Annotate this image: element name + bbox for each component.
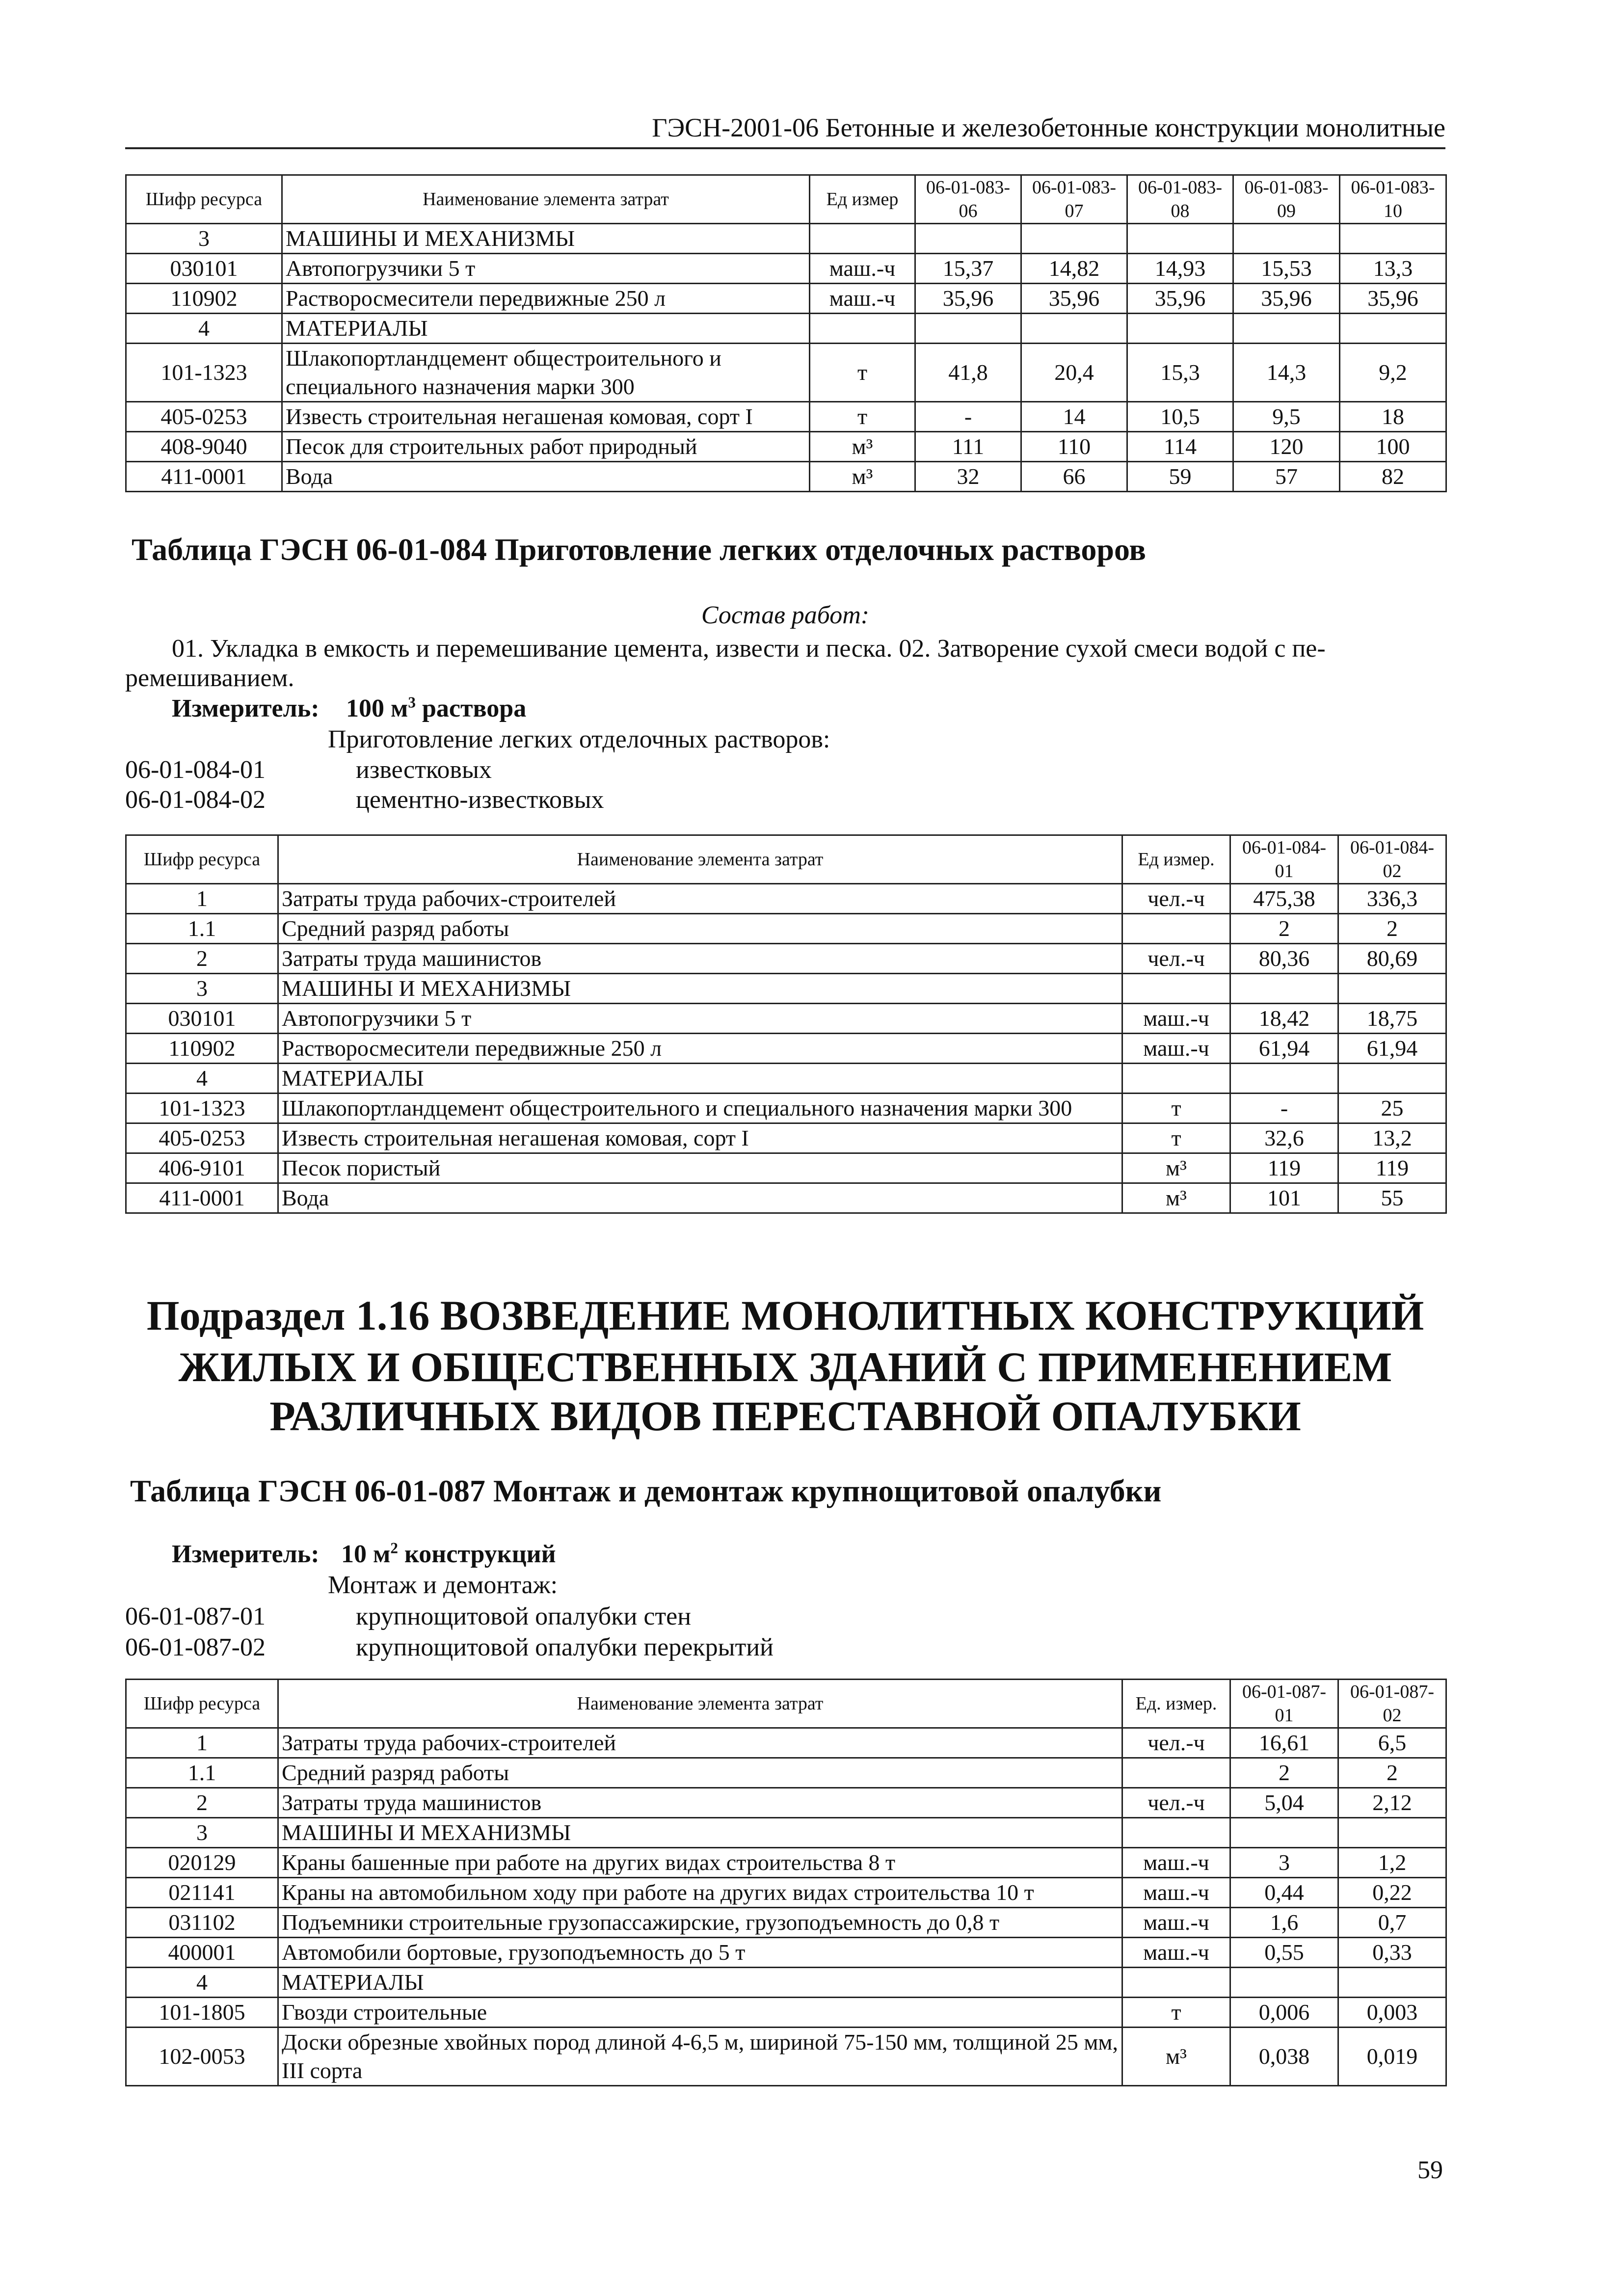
unit: м³: [1122, 1153, 1230, 1183]
meter-label: Измеритель:: [172, 694, 320, 722]
norm-value: 475,38: [1230, 884, 1338, 914]
unit: т: [1122, 1094, 1230, 1123]
table-row: [126, 1153, 1446, 1183]
subsection-title-line-2: ЖИЛЫХ И ОБЩЕСТВЕННЫХ ЗДАНИЙ С ПРИМЕНЕНИЕМ: [178, 1343, 1392, 1390]
unit: [1122, 1818, 1230, 1848]
cost-element-name: Автопогрузчики 5 т: [278, 1004, 1122, 1034]
table-row: [126, 254, 1446, 284]
resource-code: 030101: [126, 1004, 278, 1034]
norm-value: 82: [1340, 462, 1446, 492]
cost-element-name: Краны башенные при работе на других видах строительства 8 т: [278, 1848, 1122, 1878]
norm-value: [915, 314, 1021, 344]
norm-value: 2: [1338, 914, 1446, 944]
column-header: 06-01-083-08: [1127, 175, 1233, 224]
cost-element-name: МАШИНЫ И МЕХАНИЗМЫ: [278, 974, 1122, 1004]
column-header: Ед измер.: [1122, 835, 1230, 884]
cost-element-name: МАТЕРИАЛЫ: [278, 1968, 1122, 1998]
norm-value: 15,37: [915, 254, 1021, 284]
norm-value: 3: [1230, 1848, 1338, 1878]
unit: м³: [810, 432, 915, 462]
running-header: ГЭСН-2001-06 Бетонные и железобетонные конструкции монолитные: [125, 113, 1445, 149]
norm-value: 80,36: [1230, 944, 1338, 974]
cost-element-name: Песок пористый: [278, 1153, 1122, 1183]
unit: т: [1122, 1123, 1230, 1153]
norm-value: 14,3: [1233, 344, 1340, 402]
unit: маш.-ч: [1122, 1034, 1230, 1064]
norm-value: -: [1230, 1094, 1338, 1123]
norm-value: 41,8: [915, 344, 1021, 402]
norm-value: 0,006: [1230, 1998, 1338, 2028]
norm-value: 0,33: [1338, 1938, 1446, 1968]
norm-name: крупнощитовой опалубки стен: [356, 1602, 692, 1630]
norm-code: 06-01-084-02: [125, 786, 266, 814]
resource-code: 021141: [126, 1878, 278, 1908]
cost-element-name: МАТЕРИАЛЫ: [282, 314, 810, 344]
norm-value: [915, 224, 1021, 254]
norm-value: [1230, 1968, 1338, 1998]
table-header-row: [126, 175, 1446, 224]
norm-value: 9,5: [1233, 402, 1340, 432]
cost-element-name: Затраты труда рабочих-строителей: [278, 1728, 1122, 1758]
norm-value: 35,96: [1233, 284, 1340, 314]
resource-code: 030101: [126, 254, 282, 284]
unit: т: [810, 344, 915, 402]
column-header: 06-01-087-01: [1230, 1680, 1338, 1728]
norm-value: [1127, 224, 1233, 254]
norm-value: 119: [1230, 1153, 1338, 1183]
cost-element-name: Вода: [278, 1183, 1122, 1213]
norm-value: [1230, 1064, 1338, 1094]
table-row: [126, 344, 1446, 402]
norm-value: 111: [915, 432, 1021, 462]
norm-value: 55: [1338, 1183, 1446, 1213]
resource-code: 110902: [126, 284, 282, 314]
table-row: [126, 1878, 1446, 1908]
norm-value: 16,61: [1230, 1728, 1338, 1758]
meter-label: Измеритель:: [172, 1540, 320, 1568]
norm-value: 14,82: [1021, 254, 1127, 284]
cost-element-name: Гвозди строительные: [278, 1998, 1122, 2028]
norm-value: 0,019: [1338, 2028, 1446, 2086]
norm-value: 15,53: [1233, 254, 1340, 284]
norm-intro: Монтаж и демонтаж:: [328, 1571, 558, 1599]
norm-value: [1338, 1968, 1446, 1998]
norm-name: крупнощитовой опалубки перекрытий: [356, 1633, 774, 1661]
subsection-title-line-3: РАЗЛИЧНЫХ ВИДОВ ПЕРЕСТАВНОЙ ОПАЛУБКИ: [269, 1392, 1301, 1440]
table-header-row: [126, 1680, 1446, 1728]
resource-code: 110902: [126, 1034, 278, 1064]
resource-code: 400001: [126, 1938, 278, 1968]
subsection-title-line-1: Подраздел 1.16 ВОЗВЕДЕНИЕ МОНОЛИТНЫХ КОНСТРУКЦИЙ: [146, 1292, 1424, 1339]
cost-element-name: Шлакопортландцемент общестроительного и специального назначения марки 300: [282, 344, 810, 402]
column-header: Наименование элемента затрат: [278, 1680, 1122, 1728]
table-row: [126, 1728, 1446, 1758]
resource-code: 101-1323: [126, 344, 282, 402]
table-row: [126, 1998, 1446, 2028]
unit: маш.-ч: [810, 254, 915, 284]
norm-value: [1233, 314, 1340, 344]
unit: [810, 224, 915, 254]
cost-element-name: Подъемники строительные грузопассажирские, грузоподъемность до 0,8 т: [278, 1908, 1122, 1938]
norm-value: 1,2: [1338, 1848, 1446, 1878]
resource-code: 408-9040: [126, 432, 282, 462]
resource-code: 405-0253: [126, 1123, 278, 1153]
norm-value: 13,3: [1340, 254, 1446, 284]
resource-code: 020129: [126, 1848, 278, 1878]
norm-value: 110: [1021, 432, 1127, 462]
cost-element-name: Автомобили бортовые, грузоподъемность до 5 т: [278, 1938, 1122, 1968]
resource-code: 2: [126, 944, 278, 974]
resource-code: 405-0253: [126, 402, 282, 432]
table-row: [126, 432, 1446, 462]
column-header: Наименование элемента затрат: [278, 835, 1122, 884]
table-section-row: [126, 1064, 1446, 1094]
column-header: 06-01-084-02: [1338, 835, 1446, 884]
table-087-title: Таблица ГЭСН 06-01-087 Монтаж и демонтаж крупнощитовой опалубки: [130, 1473, 1162, 1508]
table-row: [126, 284, 1446, 314]
cost-element-name: Автопогрузчики 5 т: [282, 254, 810, 284]
unit: т: [810, 402, 915, 432]
unit: [810, 314, 915, 344]
unit: чел.-ч: [1122, 944, 1230, 974]
table-row: [126, 884, 1446, 914]
resource-code: 4: [126, 314, 282, 344]
unit: маш.-ч: [1122, 1908, 1230, 1938]
unit: маш.-ч: [1122, 1938, 1230, 1968]
unit: маш.-ч: [810, 284, 915, 314]
table-row: [126, 914, 1446, 944]
norm-value: 2: [1338, 1758, 1446, 1788]
cost-element-name: Растворосмесители передвижные 250 л: [282, 284, 810, 314]
norm-value: 1,6: [1230, 1908, 1338, 1938]
unit: [1122, 1064, 1230, 1094]
norm-value: 114: [1127, 432, 1233, 462]
work-composition-text: 01. Укладка в емкость и перемешивание цемента, извести и песка. 02. Затворение сухой смеси водой с пе-: [172, 635, 1326, 663]
norm-value: 14,93: [1127, 254, 1233, 284]
resource-code: 411-0001: [126, 462, 282, 492]
norm-value: 18,75: [1338, 1004, 1446, 1034]
unit: [1122, 1968, 1230, 1998]
resource-code: 1: [126, 1728, 278, 1758]
table-row: [126, 1004, 1446, 1034]
norm-name: цементно-известковых: [356, 786, 604, 814]
table-section-row: [126, 314, 1446, 344]
cost-element-name: Затраты труда машинистов: [278, 944, 1122, 974]
unit: чел.-ч: [1122, 884, 1230, 914]
norm-value: -: [915, 402, 1021, 432]
norm-value: 35,96: [1127, 284, 1233, 314]
norm-value: 18: [1340, 402, 1446, 432]
cost-element-name: МАТЕРИАЛЫ: [278, 1064, 1122, 1094]
norm-value: 9,2: [1340, 344, 1446, 402]
table-084-title: Таблица ГЭСН 06-01-084 Приготовление легких отделочных растворов: [132, 532, 1146, 567]
cost-element-name: Краны на автомобильном ходу при работе на других видах строительства 10 т: [278, 1878, 1122, 1908]
norm-value: 0,55: [1230, 1938, 1338, 1968]
resource-code: 3: [126, 224, 282, 254]
unit: [1122, 974, 1230, 1004]
resource-code: 2: [126, 1788, 278, 1818]
resource-code: 4: [126, 1968, 278, 1998]
table-row: [126, 1758, 1446, 1788]
table-section-row: [126, 1968, 1446, 1998]
norm-value: 0,22: [1338, 1878, 1446, 1908]
table-row: [126, 2028, 1446, 2086]
norm-value: [1338, 1064, 1446, 1094]
column-header: Наименование элемента затрат: [282, 175, 810, 224]
norm-value: 35,96: [915, 284, 1021, 314]
table-header-row: [126, 835, 1446, 884]
norm-code: 06-01-087-02: [125, 1633, 266, 1661]
norm-value: 57: [1233, 462, 1340, 492]
norm-value: 18,42: [1230, 1004, 1338, 1034]
page-number: 59: [1417, 2156, 1443, 2184]
table-section-row: [126, 974, 1446, 1004]
norm-value: 120: [1233, 432, 1340, 462]
table-row: [126, 1034, 1446, 1064]
norm-value: 101: [1230, 1183, 1338, 1213]
norm-value: [1340, 314, 1446, 344]
norm-value: 35,96: [1340, 284, 1446, 314]
norm-value: 100: [1340, 432, 1446, 462]
norm-value: [1340, 224, 1446, 254]
column-header: 06-01-083-10: [1340, 175, 1446, 224]
cost-element-name: Средний разряд работы: [278, 914, 1122, 944]
column-header: Шифр ресурса: [126, 1680, 278, 1728]
norm-value: [1338, 1818, 1446, 1848]
cost-element-name: Затраты труда машинистов: [278, 1788, 1122, 1818]
unit: чел.-ч: [1122, 1728, 1230, 1758]
unit: т: [1122, 1998, 1230, 2028]
work-composition-title: Состав работ:: [701, 601, 870, 629]
table-row: [126, 1908, 1446, 1938]
norm-value: [1021, 314, 1127, 344]
table-row: [126, 1183, 1446, 1213]
norm-value: [1127, 314, 1233, 344]
norm-value: [1230, 974, 1338, 1004]
norm-value: [1338, 974, 1446, 1004]
resource-code: 1: [126, 884, 278, 914]
unit: маш.-ч: [1122, 1878, 1230, 1908]
column-header: Шифр ресурса: [126, 835, 278, 884]
cost-element-name: МАШИНЫ И МЕХАНИЗМЫ: [282, 224, 810, 254]
work-composition-text-cont: ремешиванием.: [125, 664, 294, 692]
table-row: [126, 402, 1446, 432]
resource-code: 406-9101: [126, 1153, 278, 1183]
cost-element-name: Известь строительная негашеная комовая, сорт I: [278, 1123, 1122, 1153]
norm-value: 14: [1021, 402, 1127, 432]
norm-value: 80,69: [1338, 944, 1446, 974]
resource-code: 101-1805: [126, 1998, 278, 2028]
norm-value: 59: [1127, 462, 1233, 492]
norm-value: 15,3: [1127, 344, 1233, 402]
resource-code: 4: [126, 1064, 278, 1094]
norm-value: 13,2: [1338, 1123, 1446, 1153]
norm-value: 336,3: [1338, 884, 1446, 914]
norm-value: 35,96: [1021, 284, 1127, 314]
norm-value: [1230, 1818, 1338, 1848]
cost-element-name: Известь строительная негашеная комовая, сорт I: [282, 402, 810, 432]
unit: м³: [810, 462, 915, 492]
column-header: 06-01-083-09: [1233, 175, 1340, 224]
norm-value: 20,4: [1021, 344, 1127, 402]
table-row: [126, 1094, 1446, 1123]
unit: [1122, 1758, 1230, 1788]
norm-value: 2: [1230, 914, 1338, 944]
norm-value: 2: [1230, 1758, 1338, 1788]
norm-intro: Приготовление легких отделочных растворов:: [328, 725, 830, 753]
cost-element-name: Растворосмесители передвижные 250 л: [278, 1034, 1122, 1064]
resource-code: 411-0001: [126, 1183, 278, 1213]
norm-value: 0,038: [1230, 2028, 1338, 2086]
cost-element-name: Песок для строительных работ природный: [282, 432, 810, 462]
table-row: [126, 1938, 1446, 1968]
cost-element-name: МАШИНЫ И МЕХАНИЗМЫ: [278, 1818, 1122, 1848]
unit: м³: [1122, 1183, 1230, 1213]
table-section-row: [126, 1818, 1446, 1848]
unit: чел.-ч: [1122, 1788, 1230, 1818]
resource-code: 031102: [126, 1908, 278, 1938]
resource-code: 1.1: [126, 914, 278, 944]
column-header: 06-01-083-06: [915, 175, 1021, 224]
norm-value: 10,5: [1127, 402, 1233, 432]
norm-value: 0,003: [1338, 1998, 1446, 2028]
norm-value: 61,94: [1230, 1034, 1338, 1064]
norm-value: 0,44: [1230, 1878, 1338, 1908]
table-row: [126, 944, 1446, 974]
norm-value: 119: [1338, 1153, 1446, 1183]
norm-value: 25: [1338, 1094, 1446, 1123]
norm-value: 6,5: [1338, 1728, 1446, 1758]
unit: м³: [1122, 2028, 1230, 2086]
norm-value: 32,6: [1230, 1123, 1338, 1153]
resource-table-083: [125, 174, 1447, 492]
resource-code: 101-1323: [126, 1094, 278, 1123]
norm-value: 61,94: [1338, 1034, 1446, 1064]
cost-element-name: Вода: [282, 462, 810, 492]
norm-value: 66: [1021, 462, 1127, 492]
meter-value: 10 $м^2$ конструкций: [341, 1539, 556, 1568]
column-header: Ед. измер.: [1122, 1680, 1230, 1728]
norm-value: [1021, 224, 1127, 254]
cost-element-name: Средний разряд работы: [278, 1758, 1122, 1788]
norm-value: 32: [915, 462, 1021, 492]
table-row: [126, 1123, 1446, 1153]
column-header: 06-01-084-01: [1230, 835, 1338, 884]
column-header: 06-01-087-02: [1338, 1680, 1446, 1728]
resource-table-084: [125, 834, 1447, 1214]
norm-name: известковых: [356, 756, 492, 784]
cost-element-name: Шлакопортландцемент общестроительного и специального назначения марки 300: [278, 1094, 1122, 1123]
table-row: [126, 462, 1446, 492]
norm-value: [1233, 224, 1340, 254]
resource-code: 3: [126, 1818, 278, 1848]
norm-value: 0,7: [1338, 1908, 1446, 1938]
cost-element-name: Доски обрезные хвойных пород длиной 4-6,5 м, шириной 75-150 мм, толщиной 25 мм, III сорта: [278, 2028, 1122, 2086]
unit: [1122, 914, 1230, 944]
resource-code: 1.1: [126, 1758, 278, 1788]
cost-element-name: Затраты труда рабочих-строителей: [278, 884, 1122, 914]
column-header: Ед измер: [810, 175, 915, 224]
column-header: 06-01-083-07: [1021, 175, 1127, 224]
norm-value: 5,04: [1230, 1788, 1338, 1818]
column-header: Шифр ресурса: [126, 175, 282, 224]
unit: маш.-ч: [1122, 1004, 1230, 1034]
table-section-row: [126, 224, 1446, 254]
norm-code: 06-01-084-01: [125, 756, 266, 784]
meter-value: 100 $м^3$ раствора: [346, 694, 527, 722]
norm-code: 06-01-087-01: [125, 1602, 266, 1630]
unit: маш.-ч: [1122, 1848, 1230, 1878]
table-row: [126, 1848, 1446, 1878]
norm-value: 2,12: [1338, 1788, 1446, 1818]
resource-code: 102-0053: [126, 2028, 278, 2086]
table-row: [126, 1788, 1446, 1818]
resource-code: 3: [126, 974, 278, 1004]
resource-table-087: [125, 1679, 1447, 2086]
